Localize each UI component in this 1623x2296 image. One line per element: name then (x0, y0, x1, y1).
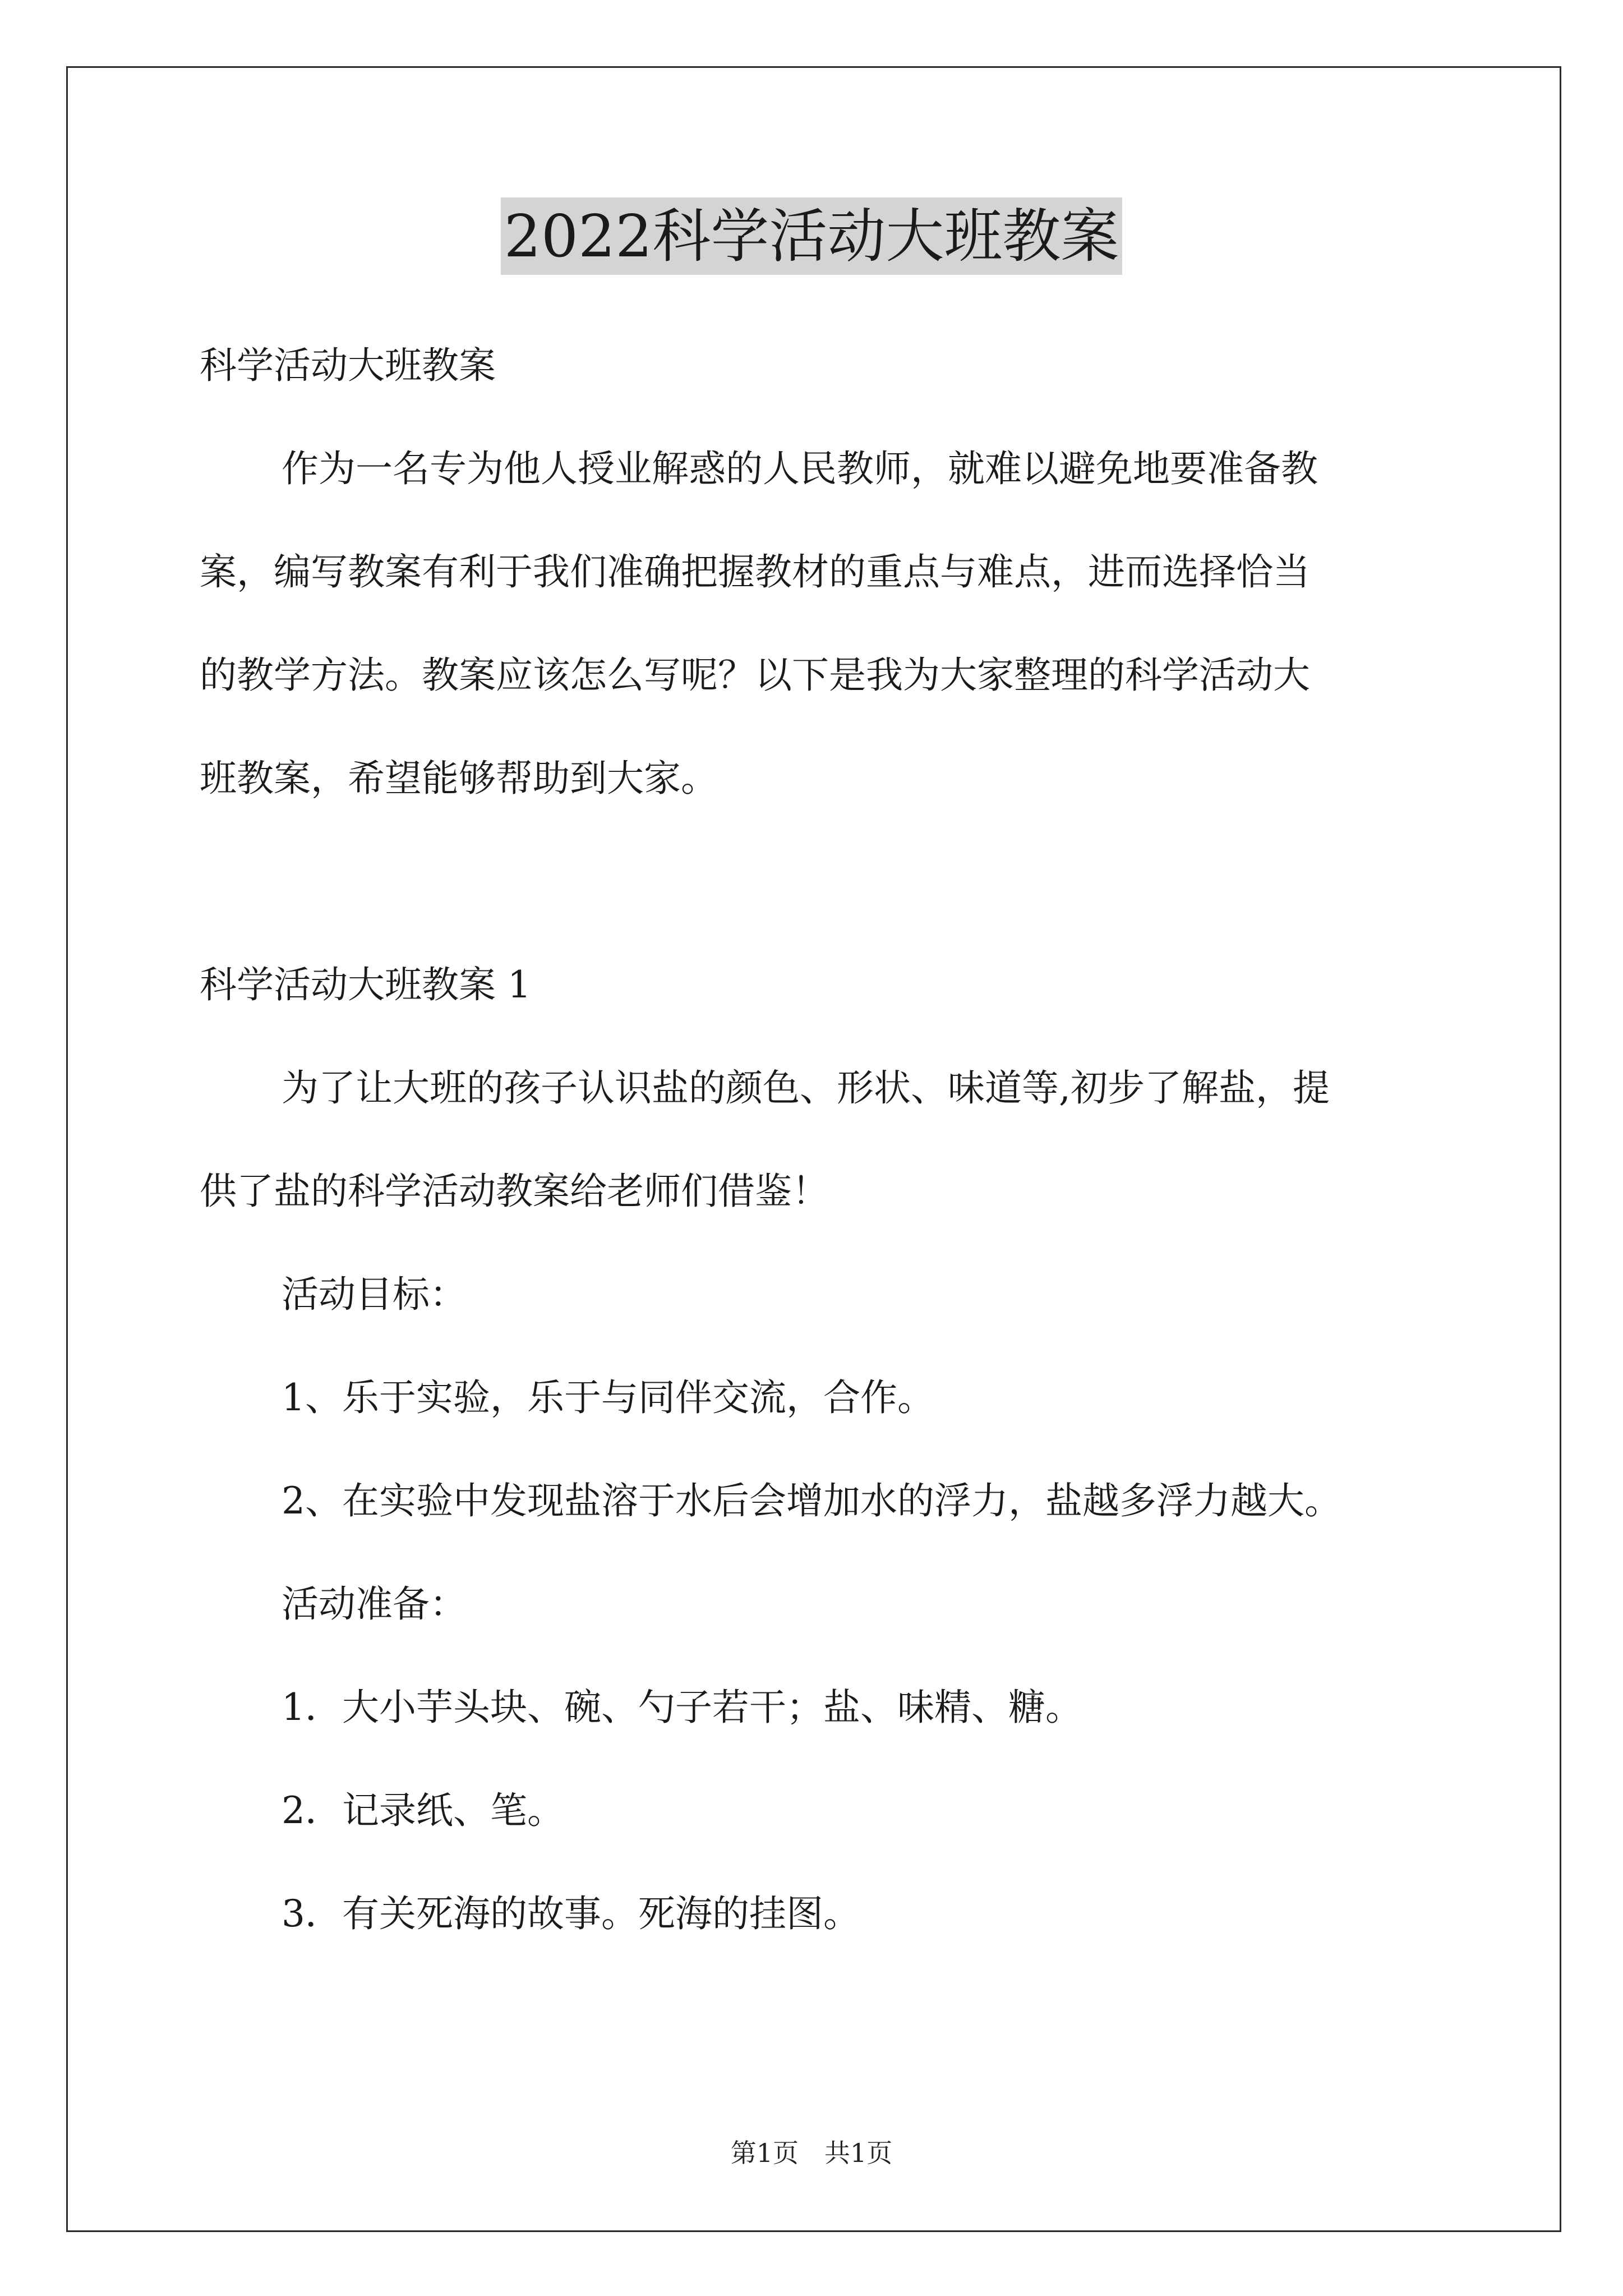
document-title: 2022科学活动大班教案 (501, 197, 1123, 275)
intro-heading: 科学活动大班教案 (200, 344, 496, 387)
preparation-heading: 活动准备： (282, 1582, 467, 1626)
preparation-item: 1．大小芋头块、碗、勺子若干；盐、味精、糖。 (282, 1686, 1082, 1729)
page-footer (0, 2136, 1623, 2170)
section-paragraph-line: 为了让大班的孩子认识盐的颜色、形状、味道等,初步了解盐，提 (282, 1066, 1330, 1110)
intro-paragraph-line: 作为一名专为他人授业解惑的人民教师，就难以避免地要准备教 (282, 447, 1318, 490)
preparation-item: 3．有关死海的故事。死海的挂图。 (282, 1892, 860, 1935)
document-body (200, 314, 1461, 1966)
intro-paragraph-line: 案，编写教案有利于我们准确把握教材的重点与难点，进而选择恰当 (200, 550, 1310, 593)
goal-item: 2、在实验中发现盐溶于水后会增加水的浮力，盐越多浮力越大。 (282, 1479, 1341, 1522)
title-container (0, 197, 1623, 275)
paragraph-gap (200, 830, 1461, 933)
intro-paragraph-line: 的教学方法。教案应该怎么写呢？以下是我为大家整理的科学活动大 (200, 654, 1310, 697)
goal-item: 1、乐于实验，乐于与同伴交流，合作。 (282, 1376, 934, 1419)
section-heading: 科学活动大班教案 1 (200, 963, 531, 1006)
intro-paragraph-line: 班教案，希望能够帮助到大家。 (200, 757, 718, 800)
page-total: 共1页 (824, 2138, 893, 2168)
section-paragraph-line: 供了盐的科学活动教案给老师们借鉴！ (200, 1170, 829, 1213)
goals-heading: 活动目标： (282, 1273, 467, 1316)
preparation-item: 2．记录纸、笔。 (282, 1789, 564, 1832)
page-number: 第1页 (730, 2138, 799, 2168)
